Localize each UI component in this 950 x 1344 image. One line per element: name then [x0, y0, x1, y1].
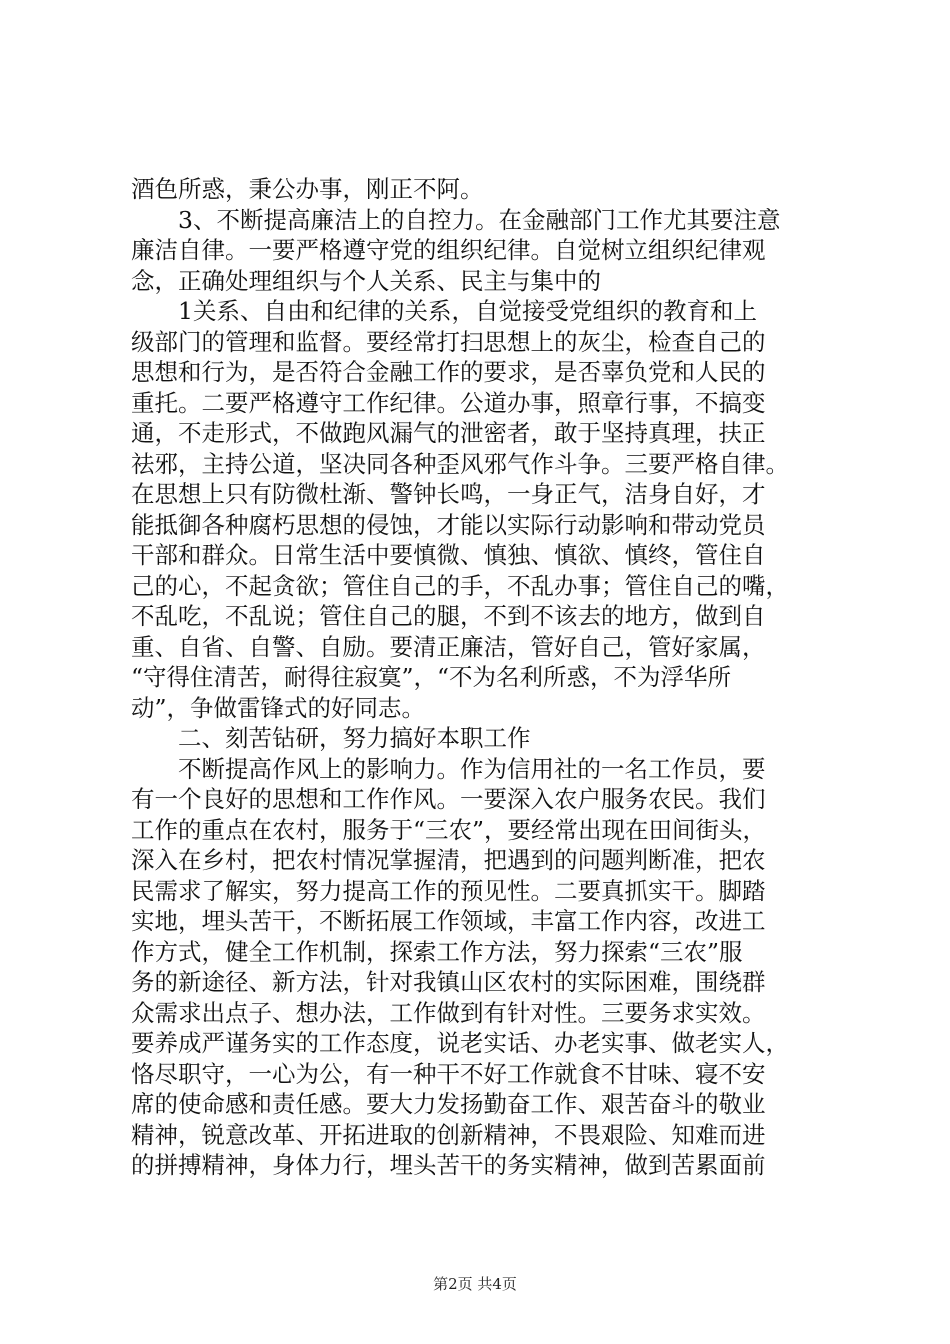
text-line: 不乱吃，不乱说；管住自己的腿，不到不该去的地方，做到自: [131, 602, 766, 630]
text-line: 在思想上只有防微杜渐、警钟长鸣，一身正气，洁身自好，才: [131, 480, 766, 508]
text-line: 能抵御各种腐朽思想的侵蚀，才能以实际行动影响和带动党员: [131, 510, 766, 539]
text-line: 有一个良好的思想和工作作风。一要深入农户服务农民。我们: [131, 785, 766, 813]
text-line: 祛邪，主持公道，坚决同各种歪风邪气作斗争。三要严格自律。: [131, 449, 789, 478]
text-line: “守得住清苦，耐得往寂寞”，“不为名利所惑，不为浮华所: [131, 663, 732, 691]
text-line: 二、刻苦钻研，努力搞好本职工作: [178, 724, 531, 752]
text-line: 动”，争做雷锋式的好同志。: [131, 693, 426, 722]
text-line: 席的使命感和责任感。要大力发扬勤奋工作、艰苦奋斗的敬业: [131, 1090, 766, 1118]
text-line: 干部和群众。日常生活中要慎微、慎独、慎欲、慎终，管住自: [131, 541, 766, 569]
text-line: 廉洁自律。一要严格遵守党的组织纪律。自觉树立组织纪律观: [131, 236, 766, 264]
text-line: 思想和行为，是否符合金融工作的要求，是否辜负党和人民的: [131, 358, 766, 386]
text-line: 深入在乡村，把农村情况掌握清，把遇到的问题判断准，把农: [131, 846, 766, 874]
text-line: 的拼搏精神，身体力行，埋头苦干的务实精神，做到苦累面前: [131, 1151, 766, 1179]
text-line: 级部门的管理和监督。要经常打扫思想上的灰尘，检查自己的: [131, 327, 766, 356]
document-body: [131, 174, 831, 1181]
text-line: 念，正确处理组织与个人关系、民主与集中的: [131, 266, 601, 295]
text-line: 民需求了解实，努力提高工作的预见性。二要真抓实干。脚踏: [131, 876, 766, 905]
page-footer: 第2页 共4页: [433, 1275, 517, 1293]
text-line: 众需求出点子、想办法，工作做到有针对性。三要务求实效。: [131, 998, 766, 1027]
text-line: 恪尽职守，一心为公，有一种干不好工作就食不甘味、寝不安: [131, 1059, 766, 1088]
text-line: 1关系、自由和纪律的关系，自觉接受党组织的教育和上: [178, 297, 757, 325]
text-line: 重、自省、自警、自励。要清正廉洁，管好自己，管好家属，: [131, 632, 766, 661]
text-line: 己的心，不起贪欲；管住自己的手，不乱办事；管住自己的嘴，: [131, 571, 789, 600]
text-line: 3、不断提高廉洁上的自控力。在金融部门工作尤其要注意: [178, 205, 781, 234]
text-line: 通，不走形式，不做跑风漏气的泄密者，敢于坚持真理，扶正: [131, 419, 766, 447]
text-line: 作方式，健全工作机制，探索工作方法，努力探索“三农”服: [131, 937, 743, 966]
text-line: 实地，埋头苦干，不断拓展工作领域，丰富工作内容，改进工: [131, 907, 766, 935]
text-line: 不断提高作风上的影响力。作为信用社的一名工作员，要: [178, 754, 766, 783]
text-line: 重托。二要严格遵守工作纪律。公道办事，照章行事，不搞变: [131, 388, 766, 417]
text-line: 精神，锐意改革、开拓进取的创新精神，不畏艰险、知难而进: [131, 1120, 766, 1149]
text-line: 要养成严谨务实的工作态度，说老实话、办老实事、做老实人，: [131, 1029, 789, 1057]
text-line: 工作的重点在农村，服务于“三农”，要经常出现在田间街头，: [131, 815, 767, 844]
text-line: 酒色所惑，秉公办事，刚正不阿。: [131, 175, 484, 203]
text-line: 务的新途径、新方法，针对我镇山区农村的实际困难，围绕群: [131, 968, 766, 996]
